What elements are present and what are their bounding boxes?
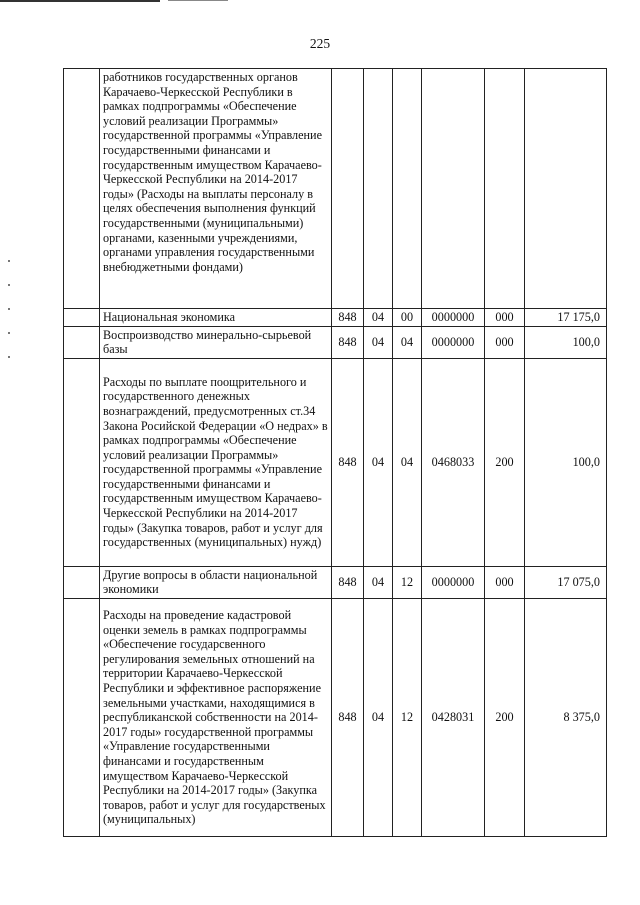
amount-cell: 100,0 (525, 326, 607, 358)
amount-cell: 17 175,0 (525, 309, 607, 327)
target-article-cell (422, 69, 485, 309)
section-cell: 04 (364, 598, 393, 836)
ved-cell: 848 (332, 598, 364, 836)
expense-name: Другие вопросы в области национальной экономики (100, 566, 332, 598)
amount-cell: 100,0 (525, 358, 607, 566)
subsection-cell: 04 (393, 326, 422, 358)
section-cell: 04 (364, 566, 393, 598)
expense-type-cell: 200 (485, 358, 525, 566)
row-number-cell (64, 358, 100, 566)
section-cell: 04 (364, 309, 393, 327)
subsection-cell (393, 69, 422, 309)
amount-cell: 17 075,0 (525, 566, 607, 598)
expense-name: работников государственных органов Карачаево-Черкесской Республики в рамках подпрограммы «Обеспечение условий реализации Программы» государственной программы «Управление государственными финансами и государственным имуществом Карачаево-Черкесской Республики на 2014-2017 годы» (Расходы на выплаты персоналу в целях обеспечения выполнения функций государственными (муниципальными) органами, казенными учреждениями, органами управления государственными внебюджетными фондами) (100, 69, 332, 309)
table-row (64, 566, 607, 598)
subsection-cell: 12 (393, 566, 422, 598)
table-row (64, 309, 607, 327)
row-number-cell (64, 566, 100, 598)
ved-cell: 848 (332, 358, 364, 566)
top-rule-short (168, 0, 228, 1)
section-cell: 04 (364, 358, 393, 566)
expense-type-cell (485, 69, 525, 309)
expense-type-cell: 200 (485, 598, 525, 836)
target-article-cell: 0000000 (422, 566, 485, 598)
budget-table (63, 68, 607, 837)
top-rule (0, 0, 160, 2)
subsection-cell: 00 (393, 309, 422, 327)
section-cell (364, 69, 393, 309)
row-number-cell (64, 598, 100, 836)
ved-cell: 848 (332, 326, 364, 358)
expense-type-cell: 000 (485, 309, 525, 327)
table-row (64, 358, 607, 566)
expense-name: Расходы на проведение кадастровой оценки земель в рамках подпрограммы «Обеспечение государсвенного регулирования земельных отношений на территории Карачаево-Черкесской Республики и эффективное распоряжение земельными участками, находящимися в республиканской собственности на 2014-2017 годы» государственной программы «Управление государственными финансами и государственным имуществом Карачаево-Черкесской Республики на 2014-2017 годы» (Закупка товаров, работ и услуг для государственых (муниципальных) (100, 598, 332, 836)
ved-cell (332, 69, 364, 309)
target-article-cell: 0428031 (422, 598, 485, 836)
amount-cell: 8 375,0 (525, 598, 607, 836)
ved-cell: 848 (332, 309, 364, 327)
table-row (64, 326, 607, 358)
target-article-cell: 0000000 (422, 326, 485, 358)
table-row (64, 69, 607, 309)
expense-type-cell: 000 (485, 566, 525, 598)
table-row (64, 598, 607, 836)
subsection-cell: 12 (393, 598, 422, 836)
row-number-cell (64, 69, 100, 309)
row-number-cell (64, 309, 100, 327)
margin-marks (8, 260, 12, 420)
row-number-cell (64, 326, 100, 358)
expense-name: Национальная экономика (100, 309, 332, 327)
section-cell: 04 (364, 326, 393, 358)
ved-cell: 848 (332, 566, 364, 598)
expense-name: Воспроизводство минерально-сырьевой базы (100, 326, 332, 358)
amount-cell (525, 69, 607, 309)
subsection-cell: 04 (393, 358, 422, 566)
target-article-cell: 0468033 (422, 358, 485, 566)
page-number: 225 (309, 36, 331, 51)
target-article-cell: 0000000 (422, 309, 485, 327)
expense-name: Расходы по выплате поощрительного и государственного денежных вознаграждений, предусмотренных ст.34 Закона Росийской Федерации «О недрах» в рамках подпрограммы «Обеспечение условий реализации Программы» государственной программы «Управление государственными финансами и государственным имуществом Карачаево-Черкесской Республики на 2014-2017 годы» (Закупка товаров, работ и услуг для государственных (муниципальных) нужд) (100, 358, 332, 566)
expense-type-cell: 000 (485, 326, 525, 358)
